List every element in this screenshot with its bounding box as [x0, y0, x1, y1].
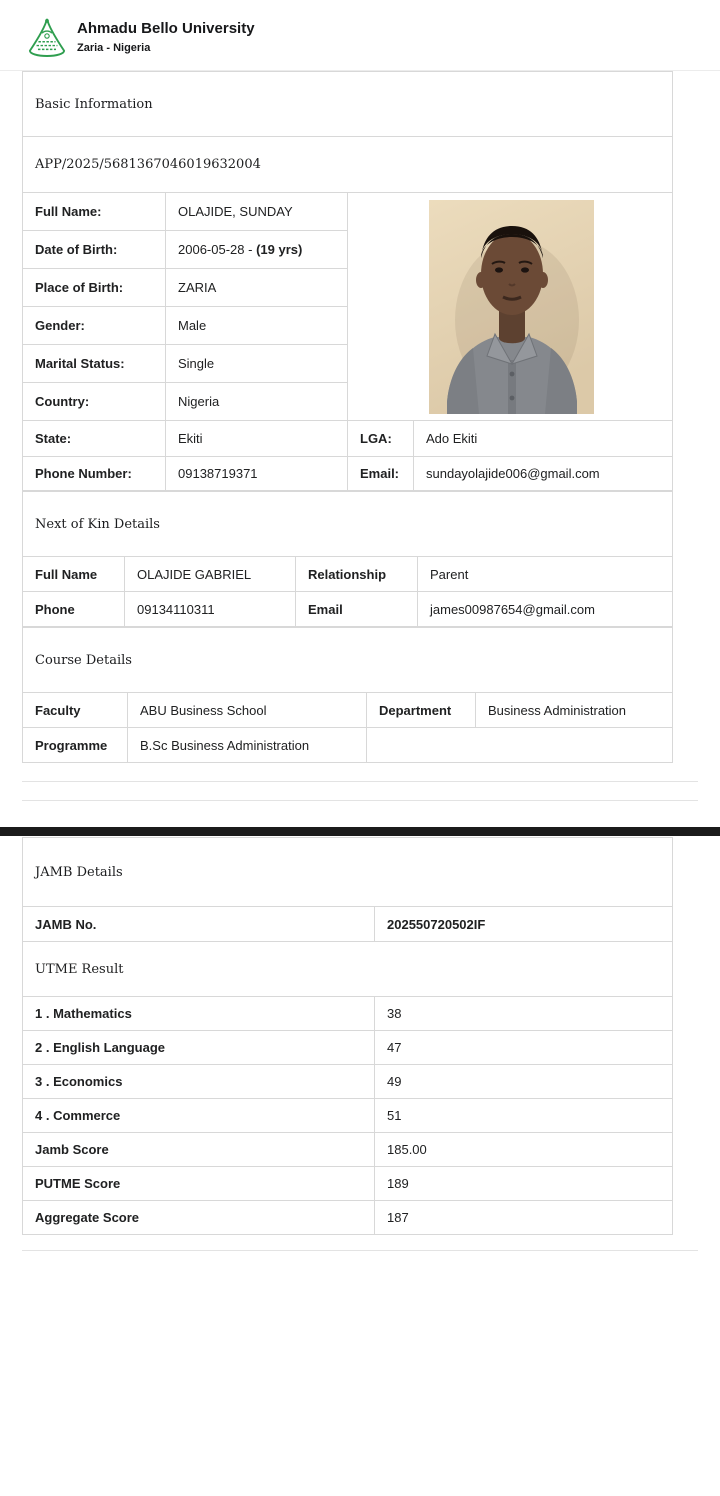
university-location: Zaria - Nigeria — [77, 42, 151, 54]
applicant-photo — [429, 200, 594, 414]
utme-subject-label: 4 . Commerce — [23, 1099, 375, 1133]
utme-subject-score: 38 — [375, 997, 673, 1031]
application-number: APP/2025/5681367046019632004 — [23, 137, 673, 193]
field-value-dob: 2006-05-28 - (19 yrs) — [166, 231, 348, 269]
course-details-section — [22, 627, 673, 763]
jamb-details-title: JAMB Details — [23, 838, 673, 907]
course-value-programme: B.Sc Business Administration — [128, 728, 367, 763]
field-label-full-name: Full Name: — [23, 193, 166, 231]
field-value-phone: 09138719371 — [166, 457, 348, 491]
aggregate-score-label: Aggregate Score — [23, 1201, 375, 1235]
course-empty-cell — [367, 728, 673, 763]
jamb-score-value: 185.00 — [375, 1133, 673, 1167]
nok-value-email: james00987654@gmail.com — [418, 592, 673, 627]
field-value-marital: Single — [166, 345, 348, 383]
field-label-pob: Place of Birth: — [23, 269, 166, 307]
next-of-kin-section — [22, 491, 673, 627]
course-label-department: Department — [367, 693, 476, 728]
photo-cell — [348, 193, 673, 421]
next-of-kin-title: Next of Kin Details — [23, 492, 673, 557]
page-break-bar — [0, 827, 720, 836]
course-details-title: Course Details — [23, 628, 673, 693]
course-value-department: Business Administration — [476, 693, 673, 728]
course-label-programme: Programme — [23, 728, 128, 763]
nok-label-full-name: Full Name — [23, 557, 125, 592]
field-label-marital: Marital Status: — [23, 345, 166, 383]
field-value-full-name: OLAJIDE, SUNDAY — [166, 193, 348, 231]
utme-subject-score: 51 — [375, 1099, 673, 1133]
nok-value-relationship: Parent — [418, 557, 673, 592]
putme-score-label: PUTME Score — [23, 1167, 375, 1201]
nok-value-phone: 09134110311 — [125, 592, 296, 627]
putme-score-value: 189 — [375, 1167, 673, 1201]
field-label-email: Email: — [348, 457, 414, 491]
jamb-no-label: JAMB No. — [23, 907, 375, 942]
utme-subject-score: 47 — [375, 1031, 673, 1065]
field-value-gender: Male — [166, 307, 348, 345]
abu-crest-icon — [28, 16, 66, 58]
empty-section-box — [22, 781, 698, 801]
nok-label-email: Email — [296, 592, 418, 627]
next-section-top-border — [22, 1250, 698, 1251]
field-label-state: State: — [23, 421, 166, 457]
field-value-lga: Ado Ekiti — [414, 421, 673, 457]
page-header — [0, 0, 720, 71]
aggregate-score-value: 187 — [375, 1201, 673, 1235]
jamb-wrap — [0, 837, 720, 1235]
field-label-country: Country: — [23, 383, 166, 421]
field-value-pob: ZARIA — [166, 269, 348, 307]
university-name: Ahmadu Bello University — [77, 20, 255, 37]
utme-subject-score: 49 — [375, 1065, 673, 1099]
jamb-no-value: 202550720502IF — [375, 907, 673, 942]
utme-subject-label: 2 . English Language — [23, 1031, 375, 1065]
jamb-score-label: Jamb Score — [23, 1133, 375, 1167]
nok-label-phone: Phone — [23, 592, 125, 627]
course-label-faculty: Faculty — [23, 693, 128, 728]
utme-subject-label: 1 . Mathematics — [23, 997, 375, 1031]
utme-subject-label: 3 . Economics — [23, 1065, 375, 1099]
field-value-state: Ekiti — [166, 421, 348, 457]
field-label-dob: Date of Birth: — [23, 231, 166, 269]
utme-result-title: UTME Result — [23, 942, 673, 997]
basic-information-title: Basic Information — [23, 72, 673, 137]
nok-label-relationship: Relationship — [296, 557, 418, 592]
nok-value-full-name: OLAJIDE GABRIEL — [125, 557, 296, 592]
field-label-gender: Gender: — [23, 307, 166, 345]
course-value-faculty: ABU Business School — [128, 693, 367, 728]
field-label-lga: LGA: — [348, 421, 414, 457]
jamb-details-section — [22, 837, 673, 1235]
basic-information-section — [22, 71, 673, 491]
field-value-country: Nigeria — [166, 383, 348, 421]
field-value-email: sundayolajide006@gmail.com — [414, 457, 673, 491]
field-label-phone: Phone Number: — [23, 457, 166, 491]
header-text — [77, 20, 255, 54]
